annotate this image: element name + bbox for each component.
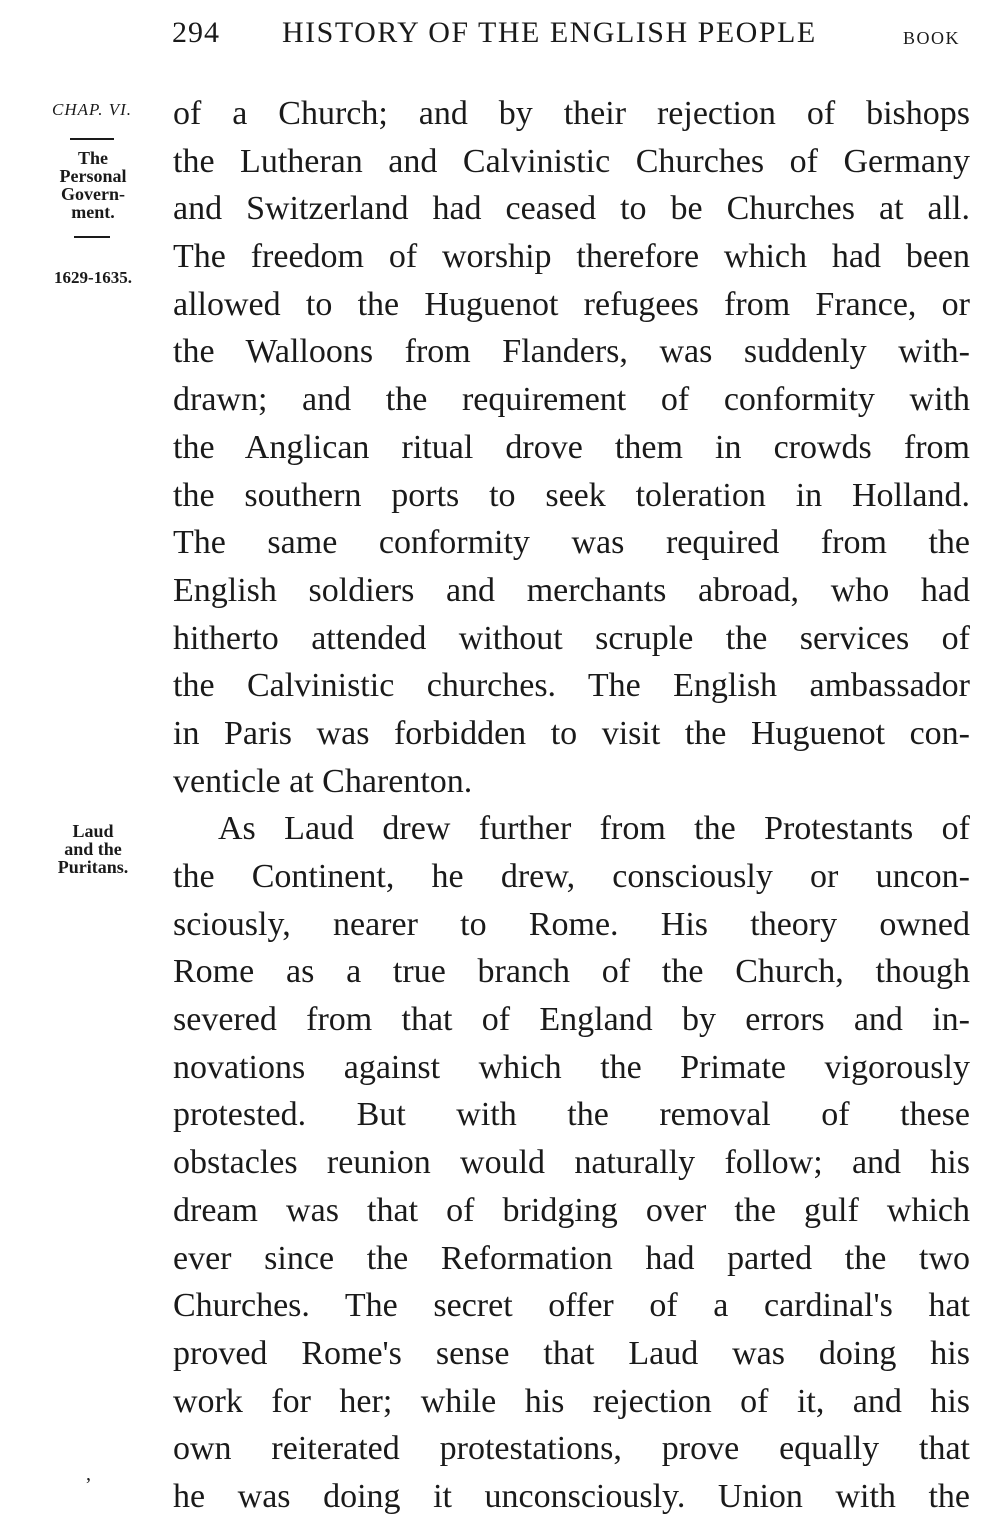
text-line: The same conformity was required from the [173, 524, 970, 562]
text-line: ever since the Reformation had parted the two [173, 1239, 970, 1277]
sidenote-personal-government [28, 149, 158, 221]
text-line: the Anglican ritual drove them in crowds from [173, 428, 970, 466]
text-line: the Walloons from Flanders, was suddenly with- [173, 333, 970, 371]
text-line: protested. But with the removal of these [173, 1096, 970, 1134]
running-title: HISTORY OF THE ENGLISH PEOPLE [282, 16, 817, 49]
sidenote-laud-puritans [28, 822, 158, 876]
text-line: proved Rome's sense that Laud was doing his [173, 1334, 970, 1372]
text-line: Churches. The secret offer of a cardinal's hat [173, 1287, 970, 1325]
text-line: the southern ports to seek toleration in Holland. [173, 476, 970, 514]
text-line: sciously, nearer to Rome. His theory owned [173, 905, 970, 943]
page-number: 294 [172, 16, 220, 49]
chapter-label: CHAP. VI. [52, 100, 132, 119]
text-line: allowed to the Huguenot refugees from France, or [173, 285, 970, 323]
text-line: English soldiers and merchants abroad, who had [173, 571, 970, 609]
text-line: of a Church; and by their rejection of bishops [173, 95, 970, 132]
text-line: obstacles reunion would naturally follow; and his [173, 1144, 970, 1182]
text-line: novations against which the Primate vigorously [173, 1048, 970, 1086]
text-line: Rome as a true branch of the Church, though [173, 953, 970, 991]
book-label: BOOK [903, 28, 961, 48]
sidenote-line: Puritans. [57, 857, 129, 877]
text-line: The freedom of worship therefore which had been [173, 238, 970, 276]
running-header [0, 16, 1000, 56]
stray-mark: , [86, 1463, 91, 1485]
text-line: hitherto attended without scruple the services of [173, 619, 970, 657]
text-line: drawn; and the requirement of conformity with [173, 381, 970, 419]
text-line: the Continent, he drew, consciously or uncon- [173, 858, 970, 895]
sidenote-line: Laud [72, 821, 114, 841]
sidenote-line: Govern- [61, 184, 125, 204]
text-line: severed from that of England by errors and in- [173, 1001, 970, 1039]
text-line: the Lutheran and Calvinistic Churches of Germany [173, 142, 970, 180]
sidenote-line: The [77, 148, 108, 168]
text-line: venticle at Charenton. [173, 762, 473, 800]
text-line: dream was that of bridging over the gulf which [173, 1191, 970, 1229]
sidenote-years: 1629-1635. [54, 268, 132, 287]
text-line: in Paris was forbidden to visit the Huguenot con- [173, 714, 970, 752]
text-line: As Laud drew further from the Protestants of [218, 810, 970, 848]
sidenote-rule [70, 138, 114, 140]
text-line: work for her; while his rejection of it, and his [173, 1382, 970, 1420]
sidenote-line: ment. [71, 202, 115, 222]
text-line: own reiterated protestations, prove equally that [173, 1430, 970, 1468]
text-line: he was doing it unconsciously. Union with the [173, 1477, 970, 1515]
sidenote-line: Personal [59, 166, 127, 186]
sidenote-rule [74, 236, 110, 238]
sidenote-line: and the [64, 839, 122, 859]
text-line: and Switzerland had ceased to be Churches at all. [173, 190, 970, 228]
text-line: the Calvinistic churches. The English ambassador [173, 667, 970, 705]
body-text [173, 90, 970, 1521]
